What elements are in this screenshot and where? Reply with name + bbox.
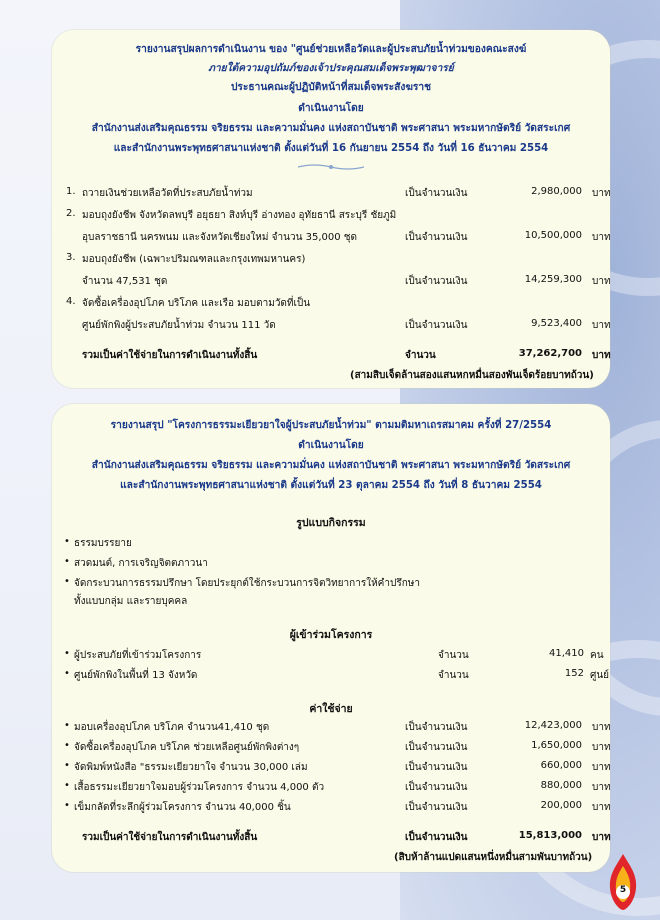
total-unit: บาท [592,350,611,361]
report-summary-card-2 [52,404,610,872]
report1-header-line: ดำเนินงานโดย [298,103,364,114]
ornament-divider-icon [296,163,366,171]
expense-unit: บาท [592,802,611,813]
report2-header-line: และสำนักงานพระพุทธศาสนาแห่งชาติ ตั้งแต่วันที่ 23 ตุลาคม 2554 ถึง วันที่ 8 ธันวาคม 2554 [120,480,542,491]
item-amount: 14,259,300 [524,274,582,285]
total-in-words: (สามสิบเจ็ดล้านสองแสนหกหมื่นสองพันเจ็ดร้อยบาทถ้วน) [350,370,594,381]
activity-item-continued: ทั้งแบบกลุ่ม และรายบุคคล [74,596,188,607]
total-amount: 15,813,000 [518,830,582,841]
expense-item: • จัดพิมพ์หนังสือ "ธรรมะเยียวยาใจ จำนวน 30,000 เล่ม [74,760,308,775]
expense-label: เป็นจำนวนเงิน [405,802,468,813]
expense-unit: บาท [592,742,611,753]
report1-header-line: และสำนักงานพระพุทธศาสนาแห่งชาติ ตั้งแต่วันที่ 16 กันยายน 2554 ถึง วันที่ 16 ธันวาคม 2554 [113,143,549,154]
item-label: เป็นจำนวนเงิน [405,276,468,287]
activity-item: • ธรรมบรรยาย [74,536,132,551]
report2-header-line: ดำเนินงานโดย [298,440,364,451]
expense-unit: บาท [592,722,611,733]
expense-amount: 660,000 [540,760,582,771]
item-unit: บาท [592,188,611,199]
item-text: จัดซื้อเครื่องอุปโภค บริโภค และเรือ มอบตามวัดที่เป็น [82,298,311,309]
report2-header-line: รายงานสรุป "โครงการธรรมะเยียวยาใจผู้ประสบภัยน้ำท่วม" ตามมติมหาเถรสมาคม ครั้งที่ 27/2554 [110,420,552,431]
page-number: 5 [619,885,627,895]
expense-amount: 880,000 [540,780,582,791]
item-text: อุบลราชธานี นครพนม และจังหวัดเชียงใหม่ จำนวน 35,000 ชุด [82,232,358,243]
participant-unit: คน [590,650,604,661]
item-amount: 2,980,000 [531,186,582,197]
expense-item: • จัดซื้อเครื่องอุปโภค บริโภค ช่วยเหลือศูนย์พักพิงต่างๆ [74,740,299,755]
participant-unit: ศูนย์ [590,670,610,681]
flame-logo-icon [606,852,640,912]
total-unit: บาท [592,832,611,843]
item-text: ถวายเงินช่วยเหลือวัดที่ประสบภัยน้ำท่วม [82,188,253,199]
section-title-activities: รูปแบบกิจกรรม [296,517,366,529]
expense-item: • มอบเครื่องอุปโภค บริโภค จำนวน41,410 ชุด [74,720,269,735]
participant-amount: 41,410 [549,648,584,659]
item-label: เป็นจำนวนเงิน [405,320,468,331]
total-label: รวมเป็นค่าใช้จ่ายในการดำเนินงานทั้งสิ้น [82,832,258,843]
report1-header-line: ประธานคณะผู้ปฏิบัติหน้าที่สมเด็จพระสังฆราช [230,82,432,93]
total-amount: 37,262,700 [518,348,582,359]
participant-label: จำนวน [438,670,469,681]
activity-item: • สวดมนต์, การเจริญจิตตภาวนา [74,556,208,571]
expense-amount: 12,423,000 [524,720,582,731]
item-label: เป็นจำนวนเงิน [405,232,468,243]
report1-header-line: ภายใต้ความอุปถัมภ์ของเจ้าประคุณสมเด็จพระพุฒาจารย์ [208,63,454,74]
participant-item: • ผู้ประสบภัยที่เข้าร่วมโครงการ [74,648,201,663]
item-label: เป็นจำนวนเงิน [405,188,468,199]
item-number: 3. [66,252,76,263]
item-number: 1. [66,186,76,197]
total-label: รวมเป็นค่าใช้จ่ายในการดำเนินงานทั้งสิ้น [82,350,258,361]
total-in-words: (สิบห้าล้านแปดแสนหนึ่งหมื่นสามพันบาทถ้วน) [394,852,593,863]
item-unit: บาท [592,320,611,331]
item-unit: บาท [592,232,611,243]
expense-unit: บาท [592,762,611,773]
item-unit: บาท [592,276,611,287]
expense-item: • เสื้อธรรมะเยียวยาใจมอบผู้ร่วมโครงการ จำนวน 4,000 ตัว [74,780,324,795]
item-amount: 9,523,400 [531,318,582,329]
expense-unit: บาท [592,782,611,793]
expense-label: เป็นจำนวนเงิน [405,782,468,793]
section-title-participants: ผู้เข้าร่วมโครงการ [289,629,373,641]
total-word: จำนวน [405,350,436,361]
expense-item: • เข็มกลัดที่ระลึกผู้ร่วมโครงการ จำนวน 40,000 ชิ้น [74,800,291,815]
participant-amount: 152 [564,668,584,679]
participant-item: • ศูนย์พักพิงในพื้นที่ 13 จังหวัด [74,668,197,683]
expense-label: เป็นจำนวนเงิน [405,762,468,773]
item-amount: 10,500,000 [524,230,582,241]
expense-label: เป็นจำนวนเงิน [405,742,468,753]
item-text: มอบถุงยังชีพ จังหวัดลพบุรี อยุธยา สิงห์บุรี อ่างทอง อุทัยธานี สระบุรี ชัยภูมิ [82,210,397,221]
report2-header-line: สำนักงานส่งเสริมคุณธรรม จริยธรรม และความมั่นคง แห่งสถาบันชาติ พระศาสนา พระมหากษัตริย์ วัดสระเกศ [91,460,571,471]
total-word: เป็นจำนวนเงิน [405,832,468,843]
report1-header-line: รายงานสรุปผลการดำเนินงาน ของ "ศูนย์ช่วยเหลือวัดและผู้ประสบภัยน้ำท่วมของคณะสงฆ์ [135,44,527,55]
report1-header-line: สำนักงานส่งเสริมคุณธรรม จริยธรรม และความมั่นคง แห่งสถาบันชาติ พระศาสนา พระมหากษัตริย์ วัดสระเกศ [91,123,571,134]
item-number: 2. [66,208,76,219]
activity-item: • จัดกระบวนการธรรมปรึกษา โดยประยุกต์ใช้กระบวนการจิตวิทยาการให้คำปรึกษา [74,576,420,591]
expense-amount: 1,650,000 [531,740,582,751]
report-summary-card-1 [52,30,610,388]
item-text: ศูนย์พักพิงผู้ประสบภัยน้ำท่วม จำนวน 111 วัด [82,320,276,331]
item-text: จำนวน 47,531 ชุด [82,276,168,287]
participant-label: จำนวน [438,650,469,661]
item-text: มอบถุงยังชีพ (เฉพาะปริมณฑลและกรุงเทพมหานคร) [82,254,306,265]
item-number: 4. [66,296,76,307]
expense-amount: 200,000 [540,800,582,811]
expense-label: เป็นจำนวนเงิน [405,722,468,733]
section-title-expenses: ค่าใช้จ่าย [309,703,353,715]
